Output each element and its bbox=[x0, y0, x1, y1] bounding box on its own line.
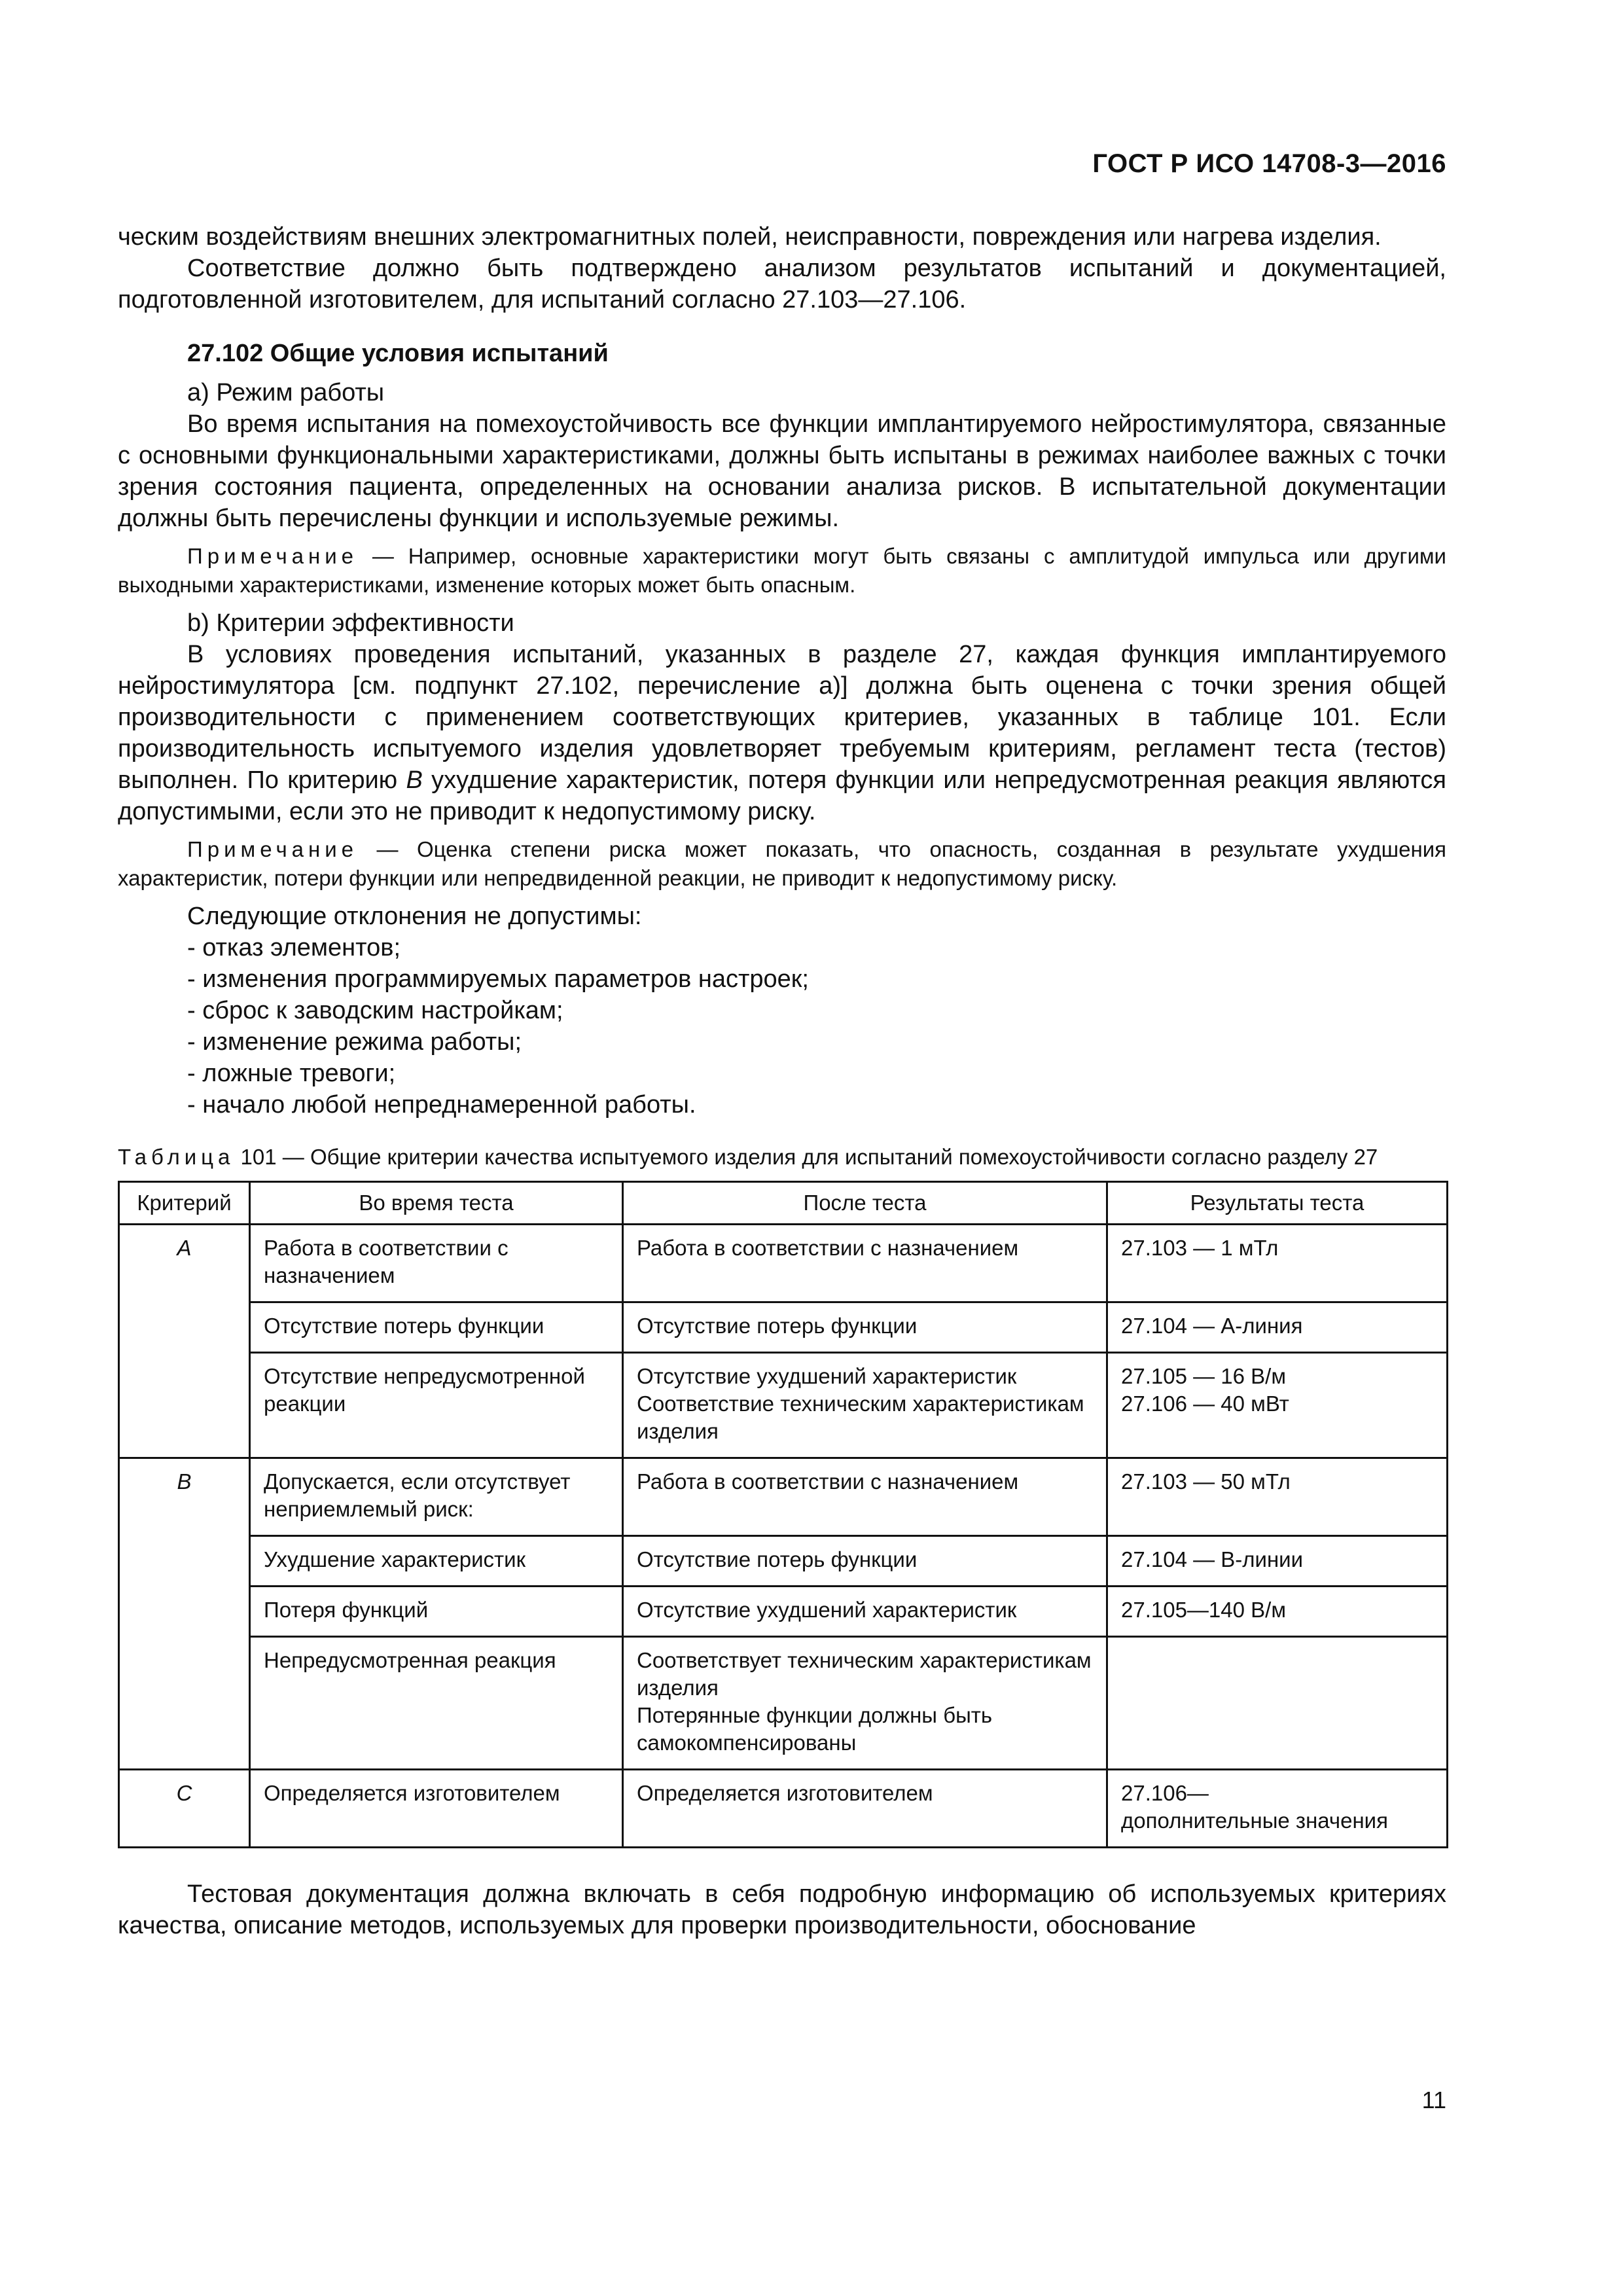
table-caption-text: 101 — Общие критерии качества испытуемого изделия для испытаний помехоустойчивости согласно разделу 27 bbox=[234, 1145, 1378, 1169]
criterion-cell: B bbox=[119, 1458, 250, 1770]
result-cell bbox=[1107, 1770, 1448, 1848]
header-during-test: Во время теста bbox=[250, 1182, 623, 1225]
table-header-row bbox=[119, 1182, 1448, 1225]
note-2-label: Примечание bbox=[187, 837, 359, 861]
criteria-table bbox=[118, 1181, 1448, 1848]
during-cell: Непредусмотренная реакция bbox=[250, 1637, 623, 1770]
note-2 bbox=[118, 835, 1446, 893]
result-line-2: 27.106 — 40 мВт bbox=[1121, 1391, 1289, 1416]
after-line-2: Соответствие техническим характеристикам изделия bbox=[637, 1391, 1084, 1443]
result-cell bbox=[1107, 1536, 1448, 1587]
intro-paragraph-2: Соответствие должно быть подтверждено анализом результатов испытаний и документацией, подготовленной изготовителем, для испытаний согласно 27.103—27.106. bbox=[118, 255, 1446, 314]
table-row bbox=[119, 1353, 1448, 1458]
during-cell: Потеря функций bbox=[250, 1587, 623, 1637]
table-row bbox=[119, 1225, 1448, 1302]
header-after-test: После теста bbox=[623, 1182, 1107, 1225]
during-cell: Определяется изготовителем bbox=[250, 1770, 623, 1848]
result-line-1: 27.105—140 В/м bbox=[1121, 1598, 1287, 1622]
after-line-2: Потерянные функции должны быть самокомпенсированы bbox=[637, 1703, 993, 1755]
after-cell bbox=[623, 1353, 1107, 1458]
subsection-b-text bbox=[118, 639, 1446, 827]
after-cell bbox=[623, 1225, 1107, 1302]
result-cell bbox=[1107, 1225, 1448, 1302]
after-cell bbox=[623, 1637, 1107, 1770]
table-row bbox=[119, 1770, 1448, 1848]
during-cell: Ухудшение характеристик bbox=[250, 1536, 623, 1587]
table-row bbox=[119, 1458, 1448, 1536]
result-line-1: 27.106— bbox=[1121, 1781, 1209, 1805]
list-item: - сброс к заводским настройкам; bbox=[187, 997, 563, 1024]
subsection-a-title: a) Режим работы bbox=[187, 379, 385, 406]
criterion-cell: C bbox=[119, 1770, 250, 1848]
after-cell bbox=[623, 1458, 1107, 1536]
result-cell bbox=[1107, 1302, 1448, 1353]
note-1-text: — Например, основные характеристики могут быть связаны с амплитудой импульса или другими выходными характеристиками, изменение которых может быть опасным. bbox=[118, 544, 1446, 597]
after-line-1: Работа в соответствии с назначением bbox=[637, 1469, 1019, 1494]
after-line-1: Определяется изготовителем bbox=[637, 1781, 933, 1805]
note-1-label: Примечание bbox=[187, 544, 359, 568]
after-line-1: Отсутствие ухудшений характеристик bbox=[637, 1364, 1017, 1388]
after-cell bbox=[623, 1302, 1107, 1353]
during-cell: Допускается, если отсутствует неприемлемый риск: bbox=[250, 1458, 623, 1536]
list-item: - ложные тревоги; bbox=[187, 1060, 396, 1087]
subsection-b-text-part-2: ухудшение характеристик, потеря функции или непредусмотренная реакция являются допустимыми, если это не приводит к недопустимому риску. bbox=[118, 766, 1446, 825]
result-line-1: 27.104 — А-линия bbox=[1121, 1314, 1303, 1338]
criterion-b-mark: B bbox=[406, 766, 423, 794]
subsection-a-text: Во время испытания на помехоустойчивость все функции имплантируемого нейростимулятора, связанные с основными функциональными характеристиками, должны быть испытаны в режимах наиболее важных с точки зрения состояния пациента, определенных на основании анализа рисков. В испытательной документации должны быть перечислены функции и используемые режимы. bbox=[118, 410, 1446, 532]
closing-paragraph: Тестовая документация должна включать в себя подробную информацию об используемых критериях качества, описание методов, используемых для проверки производительности, обоснование bbox=[118, 1880, 1446, 1939]
result-cell bbox=[1107, 1353, 1448, 1458]
during-cell: Отсутствие непредусмотренной реакции bbox=[250, 1353, 623, 1458]
after-cell bbox=[623, 1770, 1107, 1848]
after-line-1: Соответствует техническим характеристикам изделия bbox=[637, 1648, 1092, 1700]
header-test-results: Результаты теста bbox=[1107, 1182, 1448, 1225]
table-row bbox=[119, 1587, 1448, 1637]
table-row bbox=[119, 1536, 1448, 1587]
result-cell bbox=[1107, 1587, 1448, 1637]
result-line-1: 27.104 — В-линии bbox=[1121, 1547, 1304, 1571]
intro-paragraph-1: ческим воздействиям внешних электромагнитных полей, неисправности, повреждения или нагрева изделия. bbox=[118, 223, 1382, 251]
subsection-b-text-part-1: В условиях проведения испытаний, указанных в разделе 27, каждая функция имплантируемого нейростимулятора [см. подпункт 27.102, перечисление а)] должна быть оценена с точки зрения общей производительности с применением соответствующих критериев, указанных в таблице 101. Если производительность испытуемого изделия удовлетворяет требуемым критериям, регламент теста (тестов) выполнен. По критерию bbox=[118, 641, 1446, 794]
page-number: 11 bbox=[1421, 2087, 1446, 2113]
deviations-list bbox=[118, 932, 1446, 1121]
after-line-1: Работа в соответствии с назначением bbox=[637, 1236, 1019, 1260]
document-code-header: ГОСТ Р ИСО 14708-3—2016 bbox=[1092, 149, 1446, 178]
result-line-1: 27.105 — 16 В/м bbox=[1121, 1364, 1287, 1388]
result-cell bbox=[1107, 1637, 1448, 1770]
note-1 bbox=[118, 542, 1446, 600]
table-caption-label: Таблица bbox=[118, 1145, 235, 1169]
header-criterion: Критерий bbox=[119, 1182, 250, 1225]
table-caption bbox=[118, 1143, 1446, 1172]
page-content bbox=[118, 221, 1446, 1941]
list-item: - изменение режима работы; bbox=[187, 1028, 522, 1056]
after-cell bbox=[623, 1536, 1107, 1587]
after-line-1: Отсутствие ухудшений характеристик bbox=[637, 1598, 1017, 1622]
after-cell bbox=[623, 1587, 1107, 1637]
after-line-1: Отсутствие потерь функции bbox=[637, 1547, 918, 1571]
note-2-text: — Оценка степени риска может показать, что опасность, созданная в результате ухудшения характеристик, потери функции или непредвиденной реакции, не приводит к недопустимому риску. bbox=[118, 837, 1446, 890]
table-row bbox=[119, 1302, 1448, 1353]
during-cell: Отсутствие потерь функции bbox=[250, 1302, 623, 1353]
section-heading: 27.102 Общие условия испытаний bbox=[187, 340, 609, 367]
during-cell: Работа в соответствии с назначением bbox=[250, 1225, 623, 1302]
result-line-1: 27.103 — 1 мТл bbox=[1121, 1236, 1279, 1260]
deviations-intro: Следующие отклонения не допустимы: bbox=[187, 903, 642, 930]
table-row bbox=[119, 1637, 1448, 1770]
result-line-2: дополнительные значения bbox=[1121, 1808, 1388, 1833]
criterion-cell: A bbox=[119, 1225, 250, 1458]
result-line-1: 27.103 — 50 мТл bbox=[1121, 1469, 1291, 1494]
list-item: - начало любой непреднамеренной работы. bbox=[187, 1091, 696, 1119]
result-cell bbox=[1107, 1458, 1448, 1536]
subsection-b-title: b) Критерии эффективности bbox=[187, 609, 514, 637]
after-line-1: Отсутствие потерь функции bbox=[637, 1314, 918, 1338]
list-item: - отказ элементов; bbox=[187, 934, 401, 961]
list-item: - изменения программируемых параметров настроек; bbox=[187, 965, 809, 993]
